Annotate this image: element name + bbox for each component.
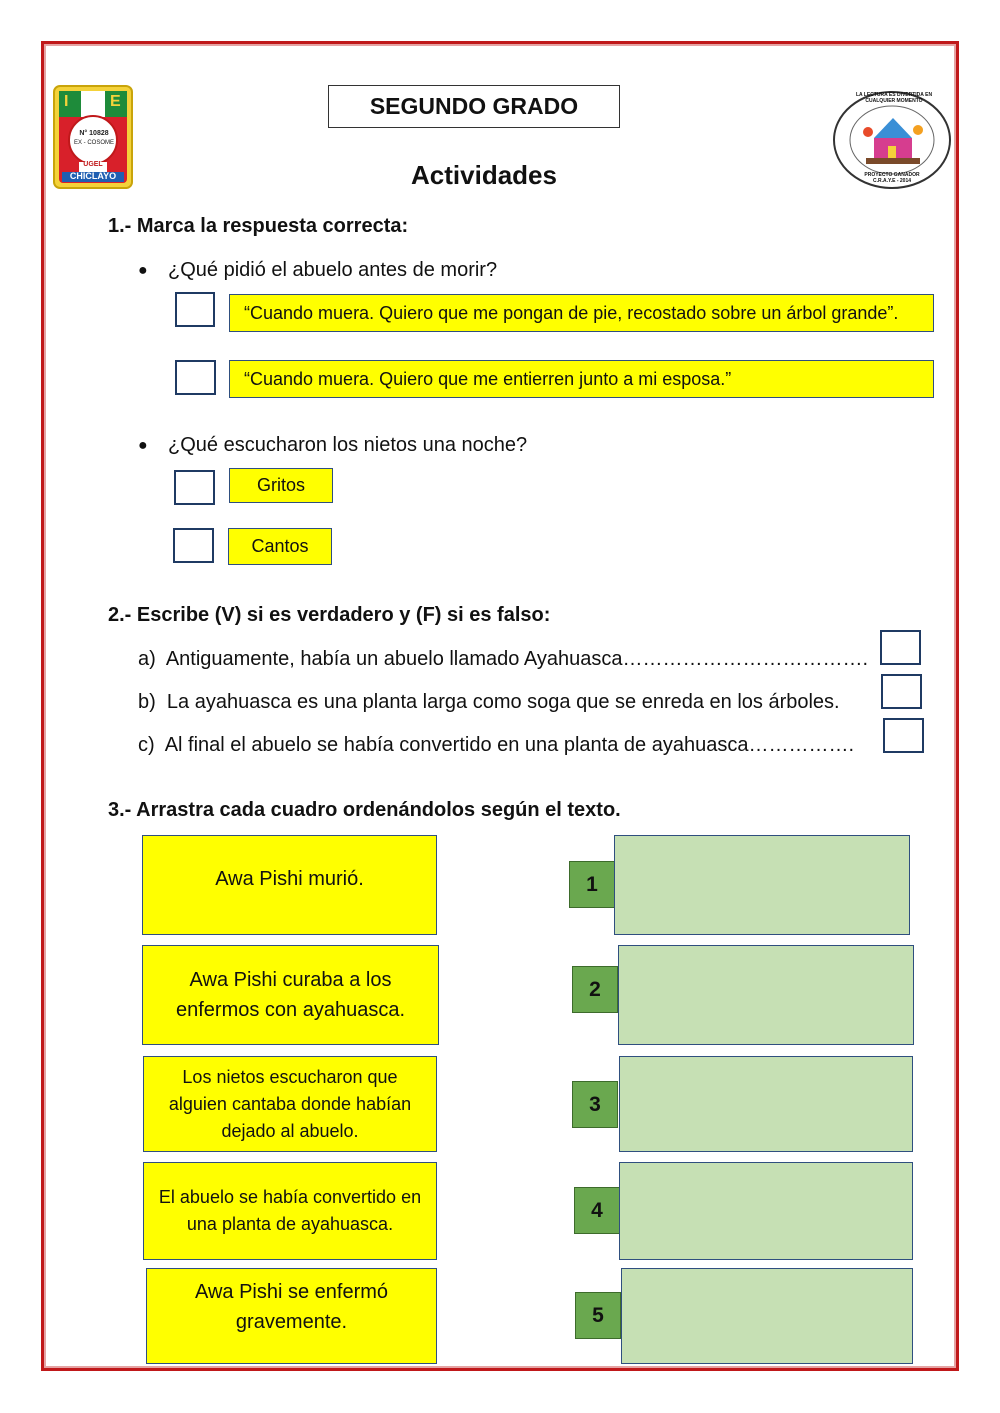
tf-item-a: [138, 648, 868, 671]
page-title: Actividades: [411, 160, 557, 190]
drop-zone-3[interactable]: [619, 1056, 913, 1152]
logo-number: N° 10828: [79, 130, 109, 137]
school-logo: [52, 84, 134, 190]
logo-cosome: EX - COSOME: [73, 140, 114, 146]
answer-box-b[interactable]: [881, 674, 922, 709]
logo-city: CHICLAYO: [69, 171, 117, 181]
drag-card-5[interactable]: Awa Pishi se enfermó gravemente.: [146, 1268, 437, 1364]
section2-title: 2.- Escribe (V) si es verdadero y (F) si es falso:: [108, 604, 551, 626]
checkbox-q1-option1[interactable]: [175, 292, 215, 327]
checkbox-q2-option2[interactable]: [173, 528, 214, 563]
drop-zone-2[interactable]: [618, 945, 914, 1045]
q1-option1[interactable]: [229, 294, 934, 332]
q1-option1-text: “Cuando muera. Quiero que me pongan de pie, recostado sobre un árbol grande”.: [244, 302, 899, 323]
q2-option2[interactable]: [228, 528, 332, 565]
slot-number-2: 2: [572, 966, 618, 1013]
logo-letter-e: E: [110, 93, 121, 110]
slot-number-3: 3: [572, 1081, 618, 1128]
project-logo: [830, 88, 954, 192]
tf-text-c: Al final el abuelo se había convertido en una planta de ayahuasca…………….: [164, 734, 855, 756]
drop-zone-1[interactable]: [614, 835, 910, 935]
tf-label-a: a): [138, 648, 156, 670]
checkbox-q1-option2[interactable]: [175, 360, 216, 395]
q2-option1[interactable]: [229, 468, 333, 503]
logo-bottom-text: PROYECTO GANADOR C.R.A.Y.E - 2014: [864, 172, 920, 184]
question-1: ¿Qué pidió el abuelo antes de morir?: [168, 259, 498, 281]
drop-zone-5[interactable]: [621, 1268, 913, 1364]
grade-box: SEGUNDO GRADO: [328, 85, 620, 128]
slot-number-5: 5: [575, 1292, 621, 1339]
answer-box-c[interactable]: [883, 718, 924, 753]
tf-item-b: [138, 691, 840, 714]
slot-number-4: 4: [574, 1187, 620, 1234]
q2-option1-text: Gritos: [256, 475, 305, 495]
tf-text-a: Antiguamente, había un abuelo llamado Ayahuasca……………………………….: [165, 648, 869, 670]
section3-title: 3.- Arrastra cada cuadro ordenándolos según el texto.: [108, 799, 621, 821]
tf-label-b: b): [138, 691, 156, 713]
logo-arc-text: LA LECTURA ES DIVERTIDA EN CUALQUIER MOMENTO: [855, 92, 933, 104]
q2-option2-text: Cantos: [251, 536, 309, 556]
checkbox-q2-option1[interactable]: [174, 470, 215, 505]
drag-card-4[interactable]: El abuelo se había convertido en una planta de ayahuasca.: [143, 1162, 437, 1260]
bullet-icon: ●: [138, 262, 148, 279]
slot-number-1: 1: [569, 861, 615, 908]
tf-label-c: c): [138, 734, 155, 756]
tf-item-c: [138, 734, 854, 757]
drag-card-3[interactable]: Los nietos escucharon que alguien cantaba donde habían dejado al abuelo.: [143, 1056, 437, 1152]
logo-ugel: UGEL: [83, 161, 103, 168]
drop-zone-4[interactable]: [619, 1162, 913, 1260]
section1-title: 1.- Marca la respuesta correcta:: [108, 215, 409, 237]
q1-option2-text: “Cuando muera. Quiero que me entierren junto a mi esposa.”: [244, 368, 732, 389]
logo-letter-i: I: [64, 93, 69, 110]
drag-card-2[interactable]: Awa Pishi curaba a los enfermos con ayahuasca.: [142, 945, 439, 1045]
answer-box-a[interactable]: [880, 630, 921, 665]
drag-card-1[interactable]: Awa Pishi murió.: [142, 835, 437, 935]
tf-text-b: La ayahuasca es una planta larga como soga que se enreda en los árboles.: [166, 691, 840, 713]
question-2: ¿Qué escucharon los nietos una noche?: [168, 434, 528, 456]
q1-option2[interactable]: [229, 360, 934, 398]
bullet-icon: ●: [138, 437, 148, 454]
